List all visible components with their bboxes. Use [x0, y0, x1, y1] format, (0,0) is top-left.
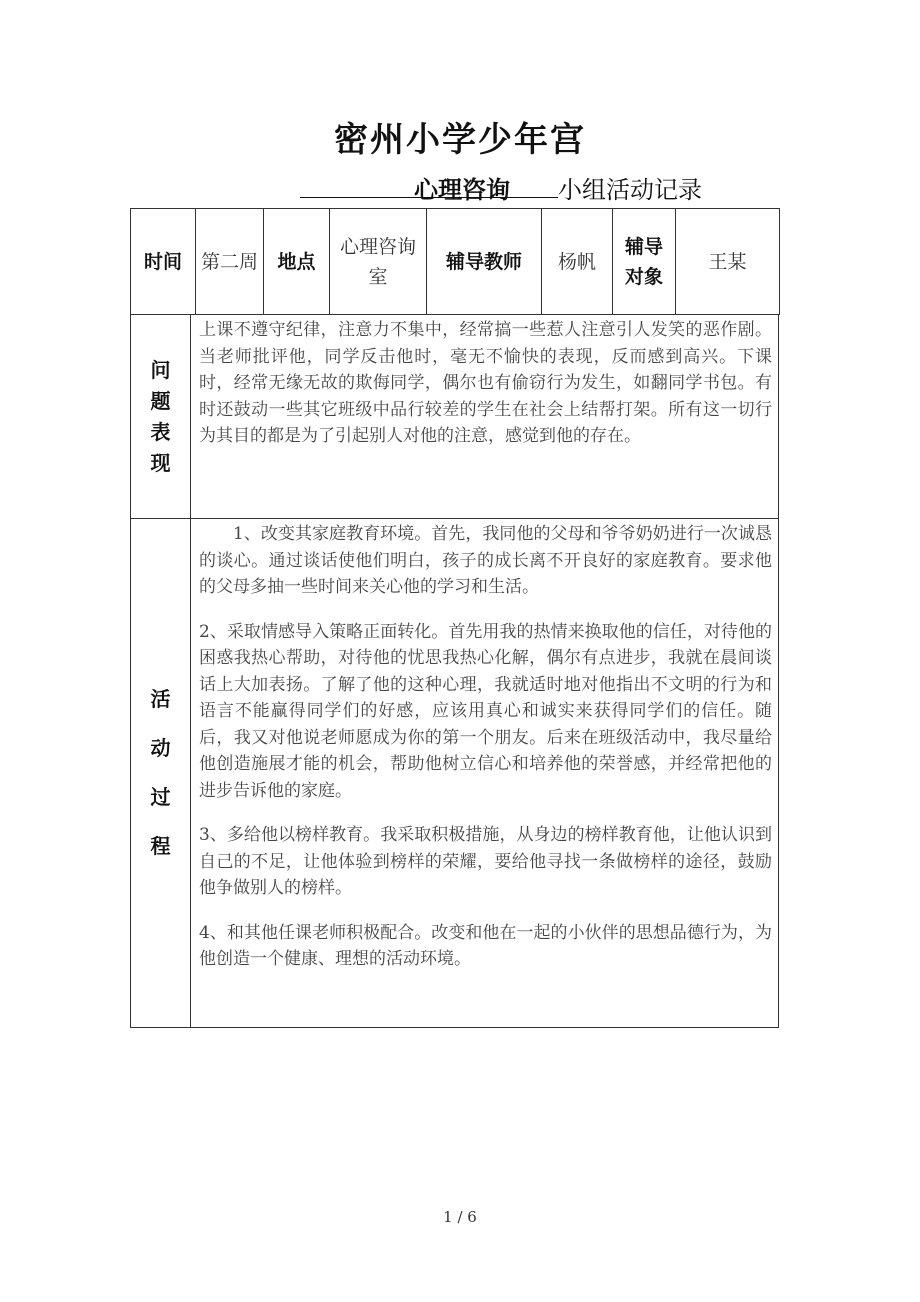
problem-label: 问题表现 — [150, 357, 171, 475]
activity-label: 活动过程 — [150, 687, 171, 858]
activity-paragraph: 2、采取情感导入策略正面转化。首先用我的热情来换取他的信任，对待他的困惑我热心帮助，对待他的忧思我热心化解，偶尔有点进步，我就在晨间谈话上大加表扬。了解了他的这种心理，我就适时地对他指出不文明的行为和语言不能赢得同学们的好感，应该用真心和诚实来获得同学们的信任。随后，我又对他说老师愿成为你的第一个朋友。后来在班级活动中，我尽量给他创造施展才能的机会，帮助他树立信心和培养他的荣誉感，并经常把他的进步告诉他的家庭。 — [199, 621, 772, 801]
problem-label-cell — [131, 315, 191, 518]
page-number: 1 / 6 — [443, 1208, 477, 1226]
target-value: 王某 — [676, 209, 780, 315]
place-label: 地点 — [264, 209, 330, 315]
header-table — [130, 208, 780, 315]
activity-paragraph: 3、多给他以榜样教育。我采取积极措施，从身边的榜样教育他，让他认识到自己的不足，让他体验到榜样的荣耀，要给他寻找一条做榜样的途径，鼓励他争做别人的榜样。 — [199, 825, 772, 898]
teacher-value: 杨帆 — [542, 209, 613, 315]
subtitle — [300, 170, 720, 204]
teacher-label: 辅导教师 — [427, 209, 542, 315]
problem-text: 上课不遵守纪律，注意力不集中，经常搞一些惹人注意引人发笑的恶作剧。当老师批评他，同学反击他时，毫无不愉快的表现，反而感到高兴。下课时，经常无缘无故的欺侮同学，偶尔也有偷窃行为发生，如翻同学书包。有时还鼓动一些其它班级中品行较差的学生在社会上结帮打架。所有这一切行为其目的都是为了引起别人对他的注意，感觉到他的存在。 — [199, 320, 772, 446]
time-label: 时间 — [131, 209, 196, 315]
activity-label-cell — [131, 519, 191, 1027]
activity-text — [199, 521, 772, 991]
activity-paragraph: 4、和其他任课老师积极配合。改变和他在一起的小伙伴的思想品德行为，为他创造一个健康、理想的活动环境。 — [199, 922, 772, 969]
problem-section — [130, 315, 779, 519]
place-value: 心理咨询室 — [330, 209, 427, 315]
group-name: 心理咨询 — [300, 170, 558, 198]
activity-paragraph: 1、改变其家庭教育环境。首先，我同他的父母和爷爷奶奶进行一次诚恳的谈心。通过谈话使他们明白，孩子的成长离不开良好的家庭教育。要求他的父母多抽一些时间来关心他的学习和生活。 — [199, 524, 772, 597]
target-label: 辅导对象 — [613, 209, 676, 315]
time-value: 第二周 — [196, 209, 264, 315]
activity-section — [130, 519, 779, 1028]
page-title: 密州小学少年宫 — [334, 120, 586, 160]
subtitle-suffix: 小组活动记录 — [558, 176, 702, 204]
